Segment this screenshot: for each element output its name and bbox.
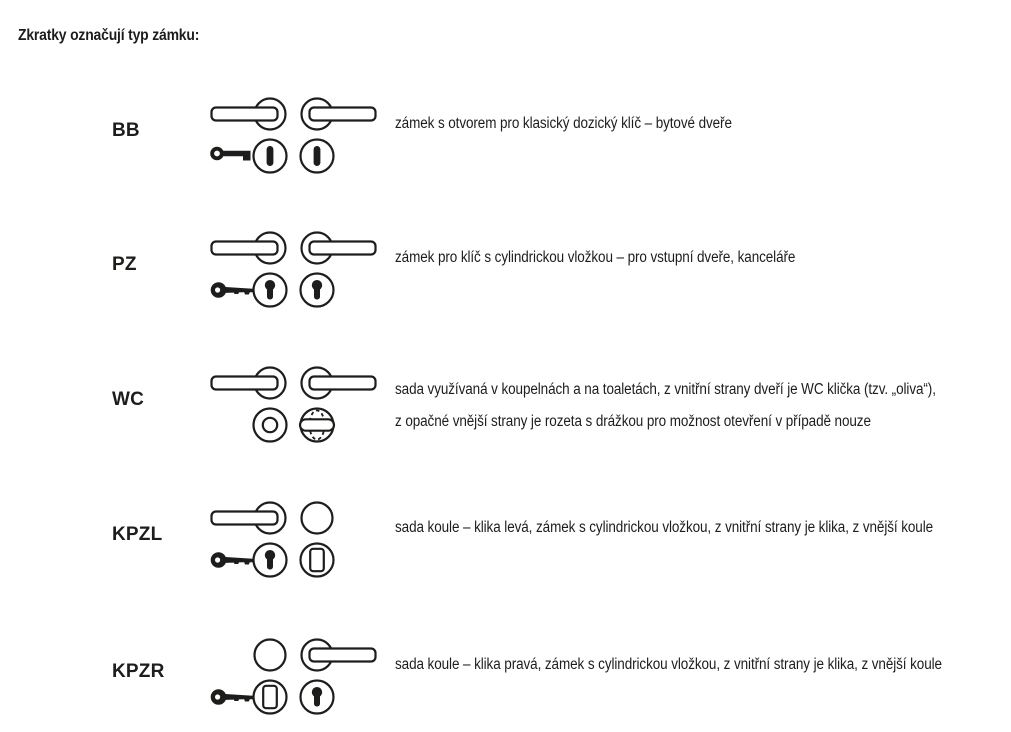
handle-pair-icons xyxy=(210,94,380,134)
lock-type-abbr: BB xyxy=(112,120,140,141)
handle-left-icon xyxy=(210,228,290,268)
rosette-pz-keyhole-icon xyxy=(297,270,337,310)
rosette-pz-keyhole-icon xyxy=(250,540,290,580)
lock-type-row-wc xyxy=(0,363,1011,449)
key-and-rosette-icons xyxy=(210,405,380,445)
key-classic-icon xyxy=(210,144,252,168)
lock-type-description xyxy=(395,248,855,268)
lock-type-description xyxy=(395,374,1011,438)
handle-pair-icons xyxy=(210,498,380,538)
handle-left-icon xyxy=(210,498,290,538)
handle-right-icon xyxy=(297,635,377,675)
lock-type-row-pz xyxy=(0,228,1011,314)
knob-ball-icon xyxy=(250,635,290,675)
description-line: zámek s otvorem pro klasický dozický klíč – bytové dveře xyxy=(395,115,732,132)
rosette-blind-icon xyxy=(250,677,290,717)
handle-right-icon xyxy=(297,363,377,403)
lock-type-abbr: KPZR xyxy=(112,661,165,682)
handle-left-icon xyxy=(210,94,290,134)
lock-type-row-kpzl xyxy=(0,498,1011,584)
rosette-pz-keyhole-icon xyxy=(297,677,337,717)
description-line: sada využívaná v koupelnách a na toaletách, z vnitřní strany dveří je WC klička (tzv. „oliva“), xyxy=(395,381,936,398)
description-line: sada koule – klika levá, zámek s cylindrickou vložkou, z vnitřní strany je klika, z vnější koule xyxy=(395,519,934,536)
wc-oliva-turn-icon xyxy=(297,405,337,445)
handle-right-icon xyxy=(297,228,377,268)
lock-type-abbr: PZ xyxy=(112,254,137,275)
page-title: Zkratky označují typ zámku: xyxy=(18,27,200,44)
handle-pair-icons xyxy=(210,635,380,675)
rosette-blind-icon xyxy=(297,540,337,580)
key-and-rosette-icons xyxy=(210,136,380,176)
rosette-bb-keyhole-icon xyxy=(297,136,337,176)
lock-type-description xyxy=(395,114,782,134)
rosette-groove-icon xyxy=(250,405,290,445)
key-and-rosette-icons xyxy=(210,540,380,580)
lock-type-row-bb xyxy=(0,94,1011,180)
lock-type-abbr: WC xyxy=(112,389,145,410)
lock-type-description xyxy=(395,655,1011,675)
description-line: zámek pro klíč s cylindrickou vložkou – pro vstupní dveře, kanceláře xyxy=(395,249,796,266)
lock-type-description xyxy=(395,518,1011,538)
handle-right-icon xyxy=(297,94,377,134)
lock-type-row-kpzr xyxy=(0,635,1011,721)
lock-type-abbr: KPZL xyxy=(112,524,163,545)
knob-ball-icon xyxy=(297,498,337,538)
handle-left-icon xyxy=(210,363,290,403)
key-and-rosette-icons xyxy=(210,677,380,717)
handle-pair-icons xyxy=(210,363,380,403)
description-line: z opačné vnější strany je rozeta s drážkou pro možnost otevření v případě nouze xyxy=(395,413,871,430)
description-line: sada koule – klika pravá, zámek s cylindrickou vložkou, z vnitřní strany je klika, z vnější koule xyxy=(395,656,942,673)
rosette-bb-keyhole-icon xyxy=(250,136,290,176)
key-and-rosette-icons xyxy=(210,270,380,310)
rosette-pz-keyhole-icon xyxy=(250,270,290,310)
handle-pair-icons xyxy=(210,228,380,268)
